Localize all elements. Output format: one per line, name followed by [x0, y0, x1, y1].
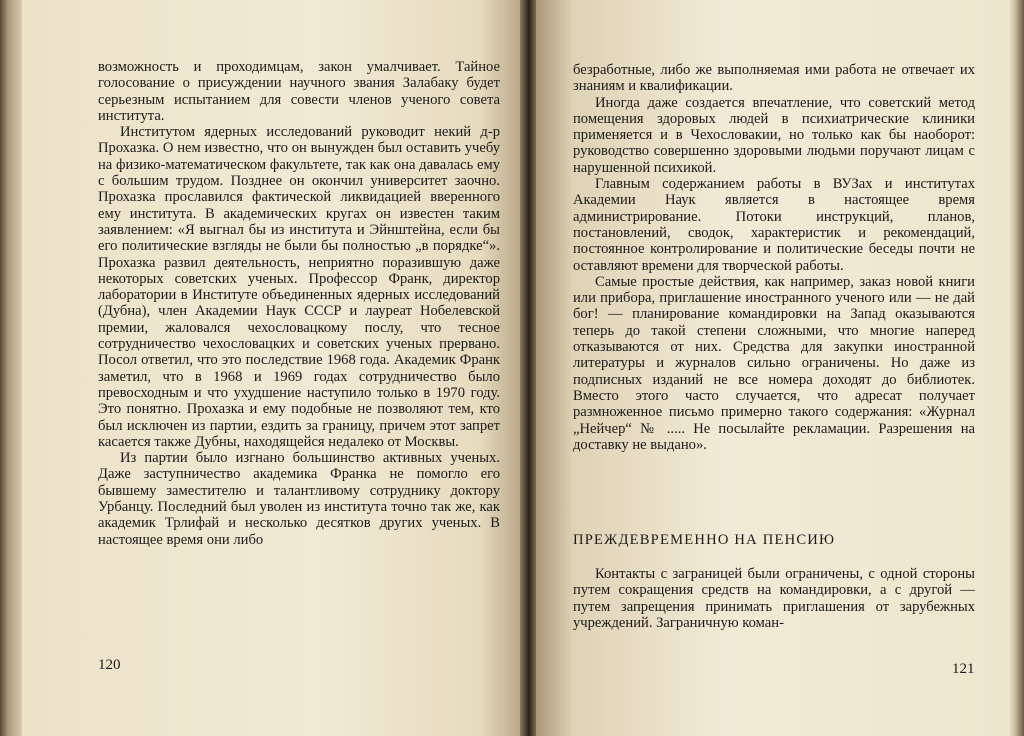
- left-paragraph-3: Из партии было изгнано большинство активных ученых. Даже заступничество академика Франка не помогло его бывшему заместителю и талантливому сотруднику доктору Урбанцу. Последний был уволен из института точно так же, как академик Трлифай и несколько десятков других ученых. В настоящее время они либо: [98, 450, 500, 548]
- right-page-text: [573, 62, 975, 453]
- page-number-left: 120: [98, 657, 121, 673]
- section-heading: ПРЕЖДЕВРЕМЕННО НА ПЕНСИЮ: [573, 532, 836, 548]
- right-paragraph-3: Главным содержанием работы в ВУЗах и институтах Академии Наук является в настоящее время администрирование. Потоки инструкций, планов, постановлений, сводок, характеристик и рекомендаций, постоянное контролирование и политические беседы почти не оставляют времени для творческой работы.: [573, 176, 975, 274]
- left-paragraph-2: Институтом ядерных исследований руководит некий д-р Прохазка. О нем известно, что он вынужден был оставить учебу на физико-математическом факультете, так как она давалась ему с большим трудом. Позднее он окончил университет заочно. Прохазка прославился фактической ликвидацией вверенного ему института. В академических кругах он известен таким заявлением: «Я выгнал бы из института и Эйнштейна, если бы его политические взгляды не были бы полностью „в порядке“». Прохазка развил деятельность, неприятно поразившую даже некоторых советских ученых. Профессор Франк, директор лаборатории в Институте объединенных ядерных исследований (Дубна), член Академии Наук СССР и лауреат Нобелевской премии, жаловался чехословацкому послу, что тесное сотрудничество чехословацких и советских ученых прервано. Посол ответил, что это последствие 1968 года. Академик Франк заметил, что в 1968 и 1969 годах сотрудничество было превосходным и что ухудшение наступило только в 1970 году. Это понятно. Прохазка и ему подобные не позволяют тем, кто был исключен из партии, ездить за границу, причем этот запрет касается также Дубны, находящейся недалеко от Москвы.: [98, 124, 500, 450]
- book-edge-right: [1010, 0, 1024, 736]
- book-edge-left: [0, 0, 22, 736]
- right-paragraph-1: безработные, либо же выполняемая ими работа не отвечает их знаниям и квалификации.: [573, 62, 975, 95]
- book-gutter: [520, 0, 536, 736]
- right-paragraph-4: Самые простые действия, как например, заказ новой книги или прибора, приглашение иностранного ученого или — не дай бог! — планирование командировки на Запад оказываются теперь до такой степени сложными, что многие наперед отказываются от них. Средства для закупки иностранной литературы и журналов сильно ограничены. Но даже из подписных изданий не все номера доходят до библиотек. Вместо этого часто случается, что адресат получает размноженное письмо примерно такого содержания: «Журнал „Нейчер“ № ..... Не посылайте рекламации. Разрешения на доставку не выдано».: [573, 273, 975, 453]
- left-page-text: [98, 59, 500, 548]
- right-paragraph-2: Иногда даже создается впечатление, что советский метод помещения здоровых людей в психиатрические клиники применяется и в Чехословакии, но только как бы наоборот: руководство совершенно здоровыми людьми поручают лицам с нарушенной психикой.: [573, 94, 975, 176]
- right-page-text-after-heading: [573, 566, 975, 631]
- left-paragraph-1: возможность и проходимцам, закон умалчивает. Тайное голосование о присуждении научного звания Залабаку будет серьезным испытанием для совести членов ученого совета института.: [98, 59, 500, 124]
- right-paragraph-5: Контакты с заграницей были ограничены, с одной стороны путем сокращения средств на командировки, а с другой — путем запрещения принимать приглашения от зарубежных учреждений. Заграничную коман-: [573, 566, 975, 631]
- page-number-right: 121: [952, 661, 975, 677]
